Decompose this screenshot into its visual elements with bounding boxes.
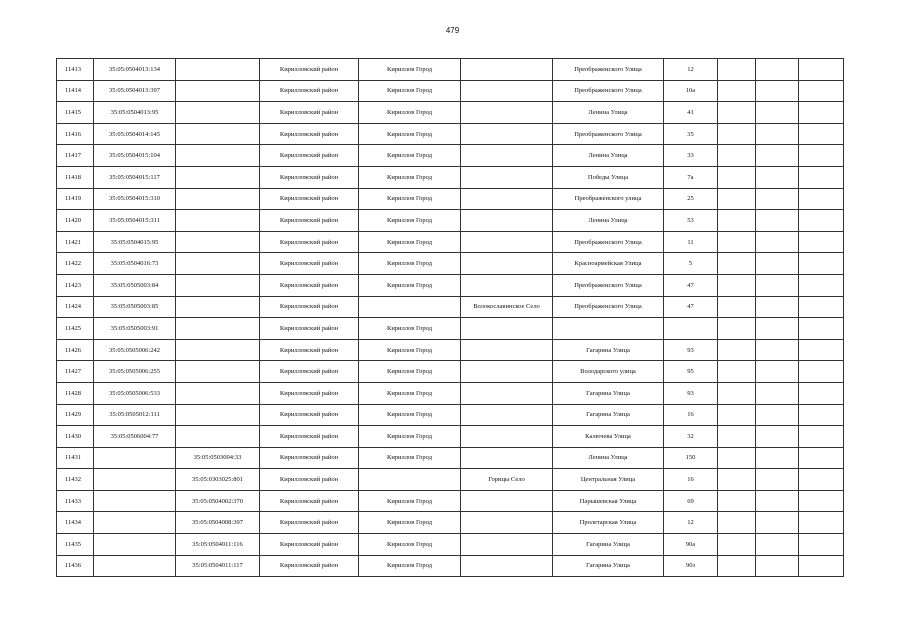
- cell-district: Кирилловский район: [260, 231, 359, 253]
- cell-extra-col-2: [756, 188, 799, 210]
- cell-city: Кириллов Город: [359, 80, 461, 102]
- cell-street: Победы Улица: [553, 166, 664, 188]
- cell-city: Кириллов Город: [359, 253, 461, 275]
- cell-cadastral-number: 35:05:0505003:85: [94, 296, 176, 318]
- cell-city: Кириллов Город: [359, 102, 461, 124]
- cell-house-number: 35: [664, 123, 718, 145]
- cell-city: Кириллов Город: [359, 490, 461, 512]
- cell-extra-col-3: [799, 318, 844, 340]
- cell-district: Кирилловский район: [260, 534, 359, 556]
- cell-street: Преображенского Улица: [553, 59, 664, 81]
- cell-street: [553, 318, 664, 340]
- cell-settlement: [461, 512, 553, 534]
- table-row: [57, 447, 844, 469]
- cell-settlement: [461, 382, 553, 404]
- cell-row-number: 11422: [57, 253, 94, 275]
- cell-extra-col-2: [756, 231, 799, 253]
- cell-street: Гагарина Улица: [553, 555, 664, 577]
- cell-extra-col-2: [756, 80, 799, 102]
- cell-extra-col-3: [799, 145, 844, 167]
- cell-cadastral-number: [94, 490, 176, 512]
- cell-cadastral-number-alt: [176, 339, 260, 361]
- cell-row-number: 11419: [57, 188, 94, 210]
- cell-city: Кириллов Город: [359, 123, 461, 145]
- cell-settlement: Горицы Село: [461, 469, 553, 491]
- cell-street: Володарского улица: [553, 361, 664, 383]
- cell-extra-col-3: [799, 382, 844, 404]
- cell-cadastral-number-alt: [176, 426, 260, 448]
- cell-extra-col-1: [718, 188, 756, 210]
- cell-house-number: 90з: [664, 555, 718, 577]
- cell-extra-col-2: [756, 469, 799, 491]
- cell-district: Кирилловский район: [260, 296, 359, 318]
- cell-extra-col-2: [756, 534, 799, 556]
- cell-settlement: [461, 253, 553, 275]
- cell-house-number: 16: [664, 469, 718, 491]
- cell-house-number: 69: [664, 490, 718, 512]
- cell-settlement: [461, 123, 553, 145]
- cell-cadastral-number: 35:05:0504015:95: [94, 231, 176, 253]
- cell-extra-col-3: [799, 253, 844, 275]
- cell-city: Кириллов Город: [359, 382, 461, 404]
- cell-house-number: 33: [664, 145, 718, 167]
- cell-settlement: [461, 426, 553, 448]
- cell-settlement: [461, 318, 553, 340]
- cell-house-number: 32: [664, 426, 718, 448]
- cell-extra-col-1: [718, 296, 756, 318]
- cell-extra-col-3: [799, 210, 844, 232]
- cell-district: Кирилловский район: [260, 512, 359, 534]
- cell-cadastral-number-alt: 35:05:0504011:117: [176, 555, 260, 577]
- cell-cadastral-number-alt: 35:05:0303025:801: [176, 469, 260, 491]
- cell-row-number: 11425: [57, 318, 94, 340]
- cell-cadastral-number-alt: [176, 404, 260, 426]
- cell-row-number: 11430: [57, 426, 94, 448]
- cell-house-number: 7а: [664, 166, 718, 188]
- cell-street: Калючева Улица: [553, 426, 664, 448]
- cell-cadastral-number: 35:05:0505003:91: [94, 318, 176, 340]
- cell-house-number: 53: [664, 210, 718, 232]
- cell-row-number: 11435: [57, 534, 94, 556]
- cell-street: Преображенского Улица: [553, 274, 664, 296]
- cell-cadastral-number: 35:05:0504015:117: [94, 166, 176, 188]
- cell-street: Преображенского улица: [553, 188, 664, 210]
- cell-district: Кирилловский район: [260, 339, 359, 361]
- cell-extra-col-3: [799, 512, 844, 534]
- cell-extra-col-1: [718, 318, 756, 340]
- cell-street: Центральная Улица: [553, 469, 664, 491]
- cell-cadastral-number-alt: [176, 318, 260, 340]
- table-row: [57, 145, 844, 167]
- cell-house-number: 93: [664, 382, 718, 404]
- cell-row-number: 11414: [57, 80, 94, 102]
- cell-city: Кириллов Город: [359, 555, 461, 577]
- cell-settlement: [461, 361, 553, 383]
- cell-district: Кирилловский район: [260, 490, 359, 512]
- cell-row-number: 11417: [57, 145, 94, 167]
- cell-cadastral-number-alt: [176, 361, 260, 383]
- table-row: [57, 253, 844, 275]
- table-row: [57, 188, 844, 210]
- cell-extra-col-2: [756, 361, 799, 383]
- cell-city: Кириллов Город: [359, 188, 461, 210]
- cell-district: Кирилловский район: [260, 361, 359, 383]
- cell-cadastral-number: 35:05:0504013:397: [94, 80, 176, 102]
- cell-settlement: [461, 339, 553, 361]
- cell-street: Преображенского Улица: [553, 80, 664, 102]
- cell-cadastral-number-alt: [176, 59, 260, 81]
- cell-extra-col-3: [799, 188, 844, 210]
- cell-house-number: 47: [664, 296, 718, 318]
- registry-table: [56, 58, 844, 577]
- cell-row-number: 11423: [57, 274, 94, 296]
- cell-row-number: 11434: [57, 512, 94, 534]
- table-row: [57, 102, 844, 124]
- cell-cadastral-number: 35:05:0505003:84: [94, 274, 176, 296]
- cell-city: Кириллов Город: [359, 318, 461, 340]
- cell-settlement: [461, 447, 553, 469]
- cell-extra-col-3: [799, 80, 844, 102]
- cell-extra-col-1: [718, 469, 756, 491]
- cell-row-number: 11420: [57, 210, 94, 232]
- cell-district: Кирилловский район: [260, 318, 359, 340]
- cell-cadastral-number-alt: 35:05:0503004:33: [176, 447, 260, 469]
- table-row: [57, 339, 844, 361]
- cell-cadastral-number: [94, 534, 176, 556]
- cell-house-number: 10а: [664, 80, 718, 102]
- cell-extra-col-1: [718, 426, 756, 448]
- cell-extra-col-2: [756, 382, 799, 404]
- cell-street: Красноармейская Улица: [553, 253, 664, 275]
- cell-cadastral-number: 35:05:0505006:533: [94, 382, 176, 404]
- cell-cadastral-number: 35:05:0504016:73: [94, 253, 176, 275]
- table-row: [57, 534, 844, 556]
- table-row: [57, 555, 844, 577]
- cell-district: Кирилловский район: [260, 469, 359, 491]
- cell-cadastral-number: 35:05:0504015:310: [94, 188, 176, 210]
- cell-district: Кирилловский район: [260, 253, 359, 275]
- cell-extra-col-1: [718, 361, 756, 383]
- cell-settlement: [461, 490, 553, 512]
- cell-city: Кириллов Город: [359, 447, 461, 469]
- cell-city: [359, 296, 461, 318]
- cell-extra-col-1: [718, 59, 756, 81]
- cell-extra-col-2: [756, 426, 799, 448]
- cell-extra-col-2: [756, 102, 799, 124]
- cell-cadastral-number: [94, 469, 176, 491]
- cell-cadastral-number-alt: [176, 231, 260, 253]
- cell-row-number: 11429: [57, 404, 94, 426]
- cell-extra-col-3: [799, 339, 844, 361]
- cell-city: Кириллов Город: [359, 339, 461, 361]
- cell-settlement: [461, 145, 553, 167]
- cell-row-number: 11416: [57, 123, 94, 145]
- cell-extra-col-1: [718, 447, 756, 469]
- cell-city: Кириллов Город: [359, 210, 461, 232]
- cell-city: Кириллов Город: [359, 59, 461, 81]
- cell-extra-col-3: [799, 59, 844, 81]
- cell-extra-col-2: [756, 447, 799, 469]
- cell-settlement: [461, 188, 553, 210]
- cell-cadastral-number-alt: [176, 210, 260, 232]
- cell-extra-col-1: [718, 231, 756, 253]
- cell-cadastral-number: 35:05:0506004:77: [94, 426, 176, 448]
- cell-extra-col-3: [799, 490, 844, 512]
- cell-street: Ленина Улица: [553, 102, 664, 124]
- cell-settlement: [461, 102, 553, 124]
- cell-extra-col-3: [799, 404, 844, 426]
- cell-extra-col-2: [756, 145, 799, 167]
- cell-cadastral-number-alt: [176, 382, 260, 404]
- cell-extra-col-2: [756, 555, 799, 577]
- table-row: [57, 210, 844, 232]
- cell-row-number: 11413: [57, 59, 94, 81]
- cell-city: [359, 469, 461, 491]
- table-row: [57, 469, 844, 491]
- cell-extra-col-1: [718, 145, 756, 167]
- cell-settlement: [461, 166, 553, 188]
- cell-street: Пролетарская Улица: [553, 512, 664, 534]
- cell-extra-col-2: [756, 296, 799, 318]
- cell-cadastral-number-alt: [176, 274, 260, 296]
- table-row: [57, 166, 844, 188]
- cell-street: Ленина Улица: [553, 447, 664, 469]
- cell-city: Кириллов Город: [359, 361, 461, 383]
- cell-cadastral-number-alt: [176, 80, 260, 102]
- cell-district: Кирилловский район: [260, 274, 359, 296]
- cell-cadastral-number-alt: [176, 145, 260, 167]
- table-row: [57, 512, 844, 534]
- cell-district: Кирилловский район: [260, 426, 359, 448]
- cell-row-number: 11426: [57, 339, 94, 361]
- table-row: [57, 361, 844, 383]
- cell-cadastral-number: 35:05:0504015:311: [94, 210, 176, 232]
- cell-cadastral-number-alt: [176, 102, 260, 124]
- cell-city: Кириллов Город: [359, 231, 461, 253]
- cell-district: Кирилловский район: [260, 555, 359, 577]
- cell-extra-col-2: [756, 404, 799, 426]
- cell-settlement: [461, 59, 553, 81]
- cell-house-number: 95: [664, 361, 718, 383]
- cell-house-number: 150: [664, 447, 718, 469]
- cell-extra-col-1: [718, 382, 756, 404]
- cell-city: Кириллов Город: [359, 512, 461, 534]
- cell-extra-col-2: [756, 339, 799, 361]
- cell-street: Гагарина Улица: [553, 534, 664, 556]
- cell-district: Кирилловский район: [260, 166, 359, 188]
- cell-extra-col-3: [799, 447, 844, 469]
- cell-house-number: 90а: [664, 534, 718, 556]
- cell-extra-col-3: [799, 361, 844, 383]
- table-row: [57, 80, 844, 102]
- cell-extra-col-1: [718, 490, 756, 512]
- cell-extra-col-3: [799, 166, 844, 188]
- cell-cadastral-number-alt: 35:05:0504008:397: [176, 512, 260, 534]
- cell-settlement: [461, 534, 553, 556]
- table-row: [57, 318, 844, 340]
- cell-extra-col-2: [756, 274, 799, 296]
- cell-row-number: 11415: [57, 102, 94, 124]
- cell-extra-col-3: [799, 102, 844, 124]
- cell-extra-col-3: [799, 296, 844, 318]
- cell-extra-col-3: [799, 123, 844, 145]
- cell-cadastral-number: [94, 447, 176, 469]
- cell-district: Кирилловский район: [260, 404, 359, 426]
- page-number: 479: [445, 26, 460, 35]
- cell-district: Кирилловский район: [260, 102, 359, 124]
- cell-cadastral-number: 35:05:0504013:134: [94, 59, 176, 81]
- cell-extra-col-3: [799, 274, 844, 296]
- cell-street: Преображенского Улица: [553, 231, 664, 253]
- table-row: [57, 59, 844, 81]
- cell-cadastral-number: [94, 512, 176, 534]
- cell-settlement: Волокославинское Село: [461, 296, 553, 318]
- table-row: [57, 382, 844, 404]
- cell-extra-col-1: [718, 102, 756, 124]
- cell-settlement: [461, 404, 553, 426]
- cell-street: Ленина Улица: [553, 210, 664, 232]
- cell-cadastral-number-alt: [176, 123, 260, 145]
- table-row: [57, 296, 844, 318]
- cell-city: Кириллов Город: [359, 145, 461, 167]
- cell-district: Кирилловский район: [260, 210, 359, 232]
- cell-house-number: 93: [664, 339, 718, 361]
- table-row: [57, 274, 844, 296]
- cell-settlement: [461, 231, 553, 253]
- cell-cadastral-number: 35:05:0504013:95: [94, 102, 176, 124]
- cell-street: Гагарина Улица: [553, 404, 664, 426]
- cell-row-number: 11433: [57, 490, 94, 512]
- cell-city: Кириллов Город: [359, 166, 461, 188]
- cell-district: Кирилловский район: [260, 80, 359, 102]
- cell-settlement: [461, 80, 553, 102]
- cell-row-number: 11427: [57, 361, 94, 383]
- cell-extra-col-1: [718, 404, 756, 426]
- table-row: [57, 490, 844, 512]
- cell-extra-col-3: [799, 555, 844, 577]
- cell-extra-col-1: [718, 166, 756, 188]
- cell-cadastral-number-alt: [176, 166, 260, 188]
- cell-district: Кирилловский район: [260, 145, 359, 167]
- cell-city: Кириллов Город: [359, 274, 461, 296]
- cell-extra-col-1: [718, 274, 756, 296]
- cell-city: Кириллов Город: [359, 534, 461, 556]
- cell-district: Кирилловский район: [260, 123, 359, 145]
- cell-extra-col-1: [718, 210, 756, 232]
- cell-extra-col-2: [756, 59, 799, 81]
- cell-extra-col-2: [756, 123, 799, 145]
- cell-row-number: 11436: [57, 555, 94, 577]
- cell-extra-col-3: [799, 469, 844, 491]
- cell-extra-col-2: [756, 512, 799, 534]
- table-row: [57, 404, 844, 426]
- cell-extra-col-1: [718, 253, 756, 275]
- cell-cadastral-number-alt: [176, 253, 260, 275]
- cell-cadastral-number-alt: 35:05:0504002:370: [176, 490, 260, 512]
- cell-cadastral-number-alt: [176, 296, 260, 318]
- cell-cadastral-number-alt: 35:05:0504011:116: [176, 534, 260, 556]
- cell-row-number: 11428: [57, 382, 94, 404]
- cell-district: Кирилловский район: [260, 382, 359, 404]
- cell-extra-col-3: [799, 426, 844, 448]
- cell-street: Преображенского Улица: [553, 123, 664, 145]
- cell-extra-col-1: [718, 339, 756, 361]
- cell-row-number: 11431: [57, 447, 94, 469]
- cell-house-number: 47: [664, 274, 718, 296]
- cell-row-number: 11421: [57, 231, 94, 253]
- cell-district: Кирилловский район: [260, 59, 359, 81]
- cell-extra-col-2: [756, 490, 799, 512]
- cell-house-number: 25: [664, 188, 718, 210]
- cell-settlement: [461, 210, 553, 232]
- cell-extra-col-1: [718, 534, 756, 556]
- cell-district: Кирилловский район: [260, 447, 359, 469]
- cell-extra-col-1: [718, 80, 756, 102]
- cell-house-number: 41: [664, 102, 718, 124]
- table-row: [57, 231, 844, 253]
- cell-extra-col-2: [756, 318, 799, 340]
- cell-house-number: 5: [664, 253, 718, 275]
- cell-row-number: 11432: [57, 469, 94, 491]
- cell-extra-col-3: [799, 231, 844, 253]
- cell-cadastral-number: [94, 555, 176, 577]
- cell-row-number: 11418: [57, 166, 94, 188]
- cell-extra-col-1: [718, 555, 756, 577]
- cell-cadastral-number: 35:05:0504014:145: [94, 123, 176, 145]
- cell-street: Гагарина Улица: [553, 382, 664, 404]
- cell-cadastral-number: 35:05:0505006:255: [94, 361, 176, 383]
- cell-street: Ленина Улица: [553, 145, 664, 167]
- cell-house-number: 12: [664, 512, 718, 534]
- cell-extra-col-2: [756, 253, 799, 275]
- cell-extra-col-1: [718, 512, 756, 534]
- cell-settlement: [461, 555, 553, 577]
- cell-extra-col-1: [718, 123, 756, 145]
- cell-cadastral-number: 35:05:0505006:242: [94, 339, 176, 361]
- cell-house-number: 16: [664, 404, 718, 426]
- cell-extra-col-3: [799, 534, 844, 556]
- cell-extra-col-2: [756, 210, 799, 232]
- cell-street: Преображенского Улица: [553, 296, 664, 318]
- cell-district: Кирилловский район: [260, 188, 359, 210]
- cell-cadastral-number: 35:05:0505012:111: [94, 404, 176, 426]
- table-row: [57, 426, 844, 448]
- cell-house-number: 12: [664, 59, 718, 81]
- cell-house-number: 11: [664, 231, 718, 253]
- cell-extra-col-2: [756, 166, 799, 188]
- cell-city: Кириллов Город: [359, 426, 461, 448]
- cell-settlement: [461, 274, 553, 296]
- cell-street: Гагарина Улица: [553, 339, 664, 361]
- cell-cadastral-number: 35:05:0504015:104: [94, 145, 176, 167]
- cell-city: Кириллов Город: [359, 404, 461, 426]
- table-row: [57, 123, 844, 145]
- cell-street: Парышевская Улица: [553, 490, 664, 512]
- cell-cadastral-number-alt: [176, 188, 260, 210]
- cell-row-number: 11424: [57, 296, 94, 318]
- cell-house-number: [664, 318, 718, 340]
